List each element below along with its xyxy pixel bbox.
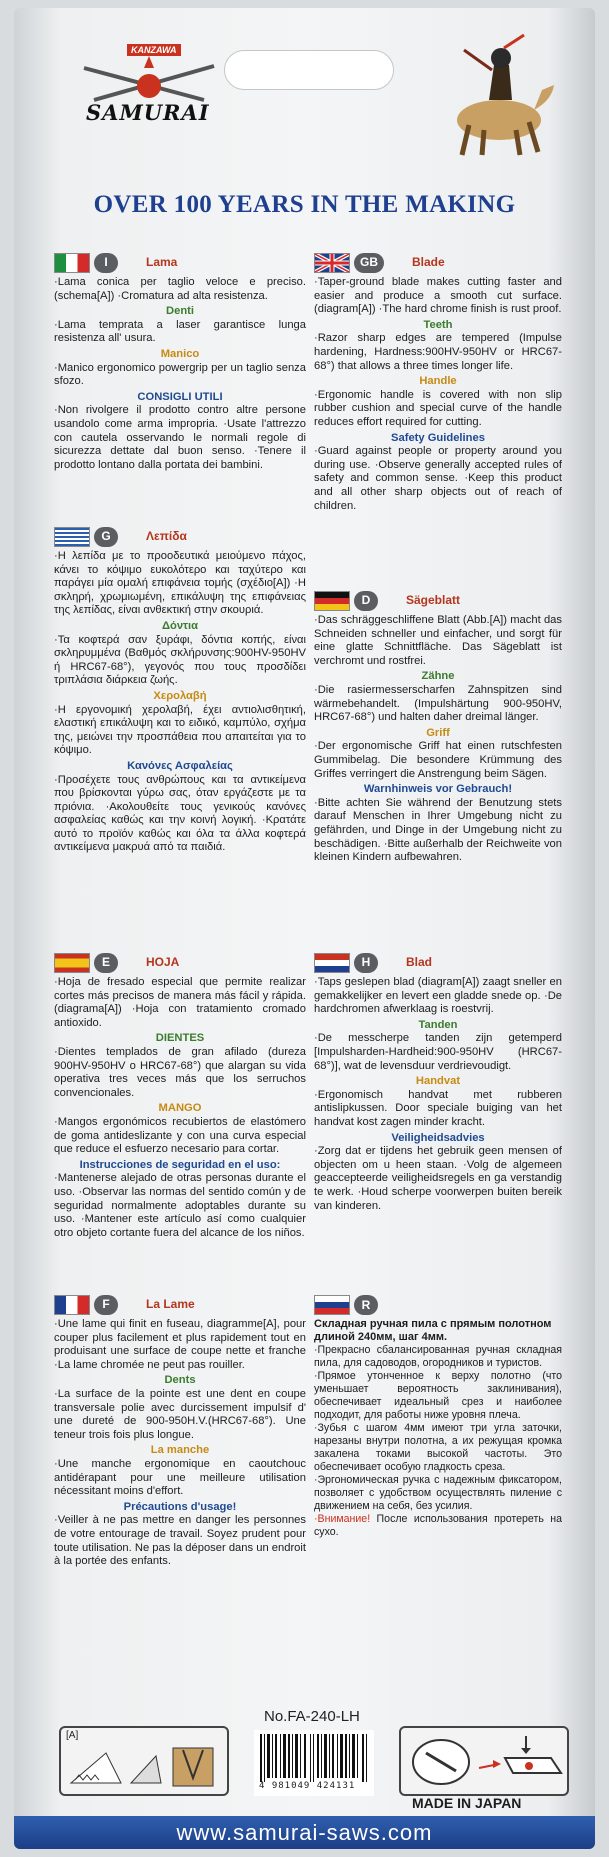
section-spanish xyxy=(54,952,306,1240)
section-text: ·Taper-ground blade makes cutting faster and easier and produce a smooth cut surface. (diagram[A]) ·The hard chrome finish is rust proof. xyxy=(314,276,562,316)
section-dutch xyxy=(314,952,562,1213)
section-text: ·Lama temprata a laser garantisce lunga resistenza all' usura. xyxy=(54,318,306,345)
subheading: Warnhinweis vor Gebrauch! xyxy=(363,783,513,796)
flag-uk-icon xyxy=(314,253,350,273)
subheading: Griff xyxy=(426,726,450,739)
subheading: La manche xyxy=(150,1444,210,1457)
hang-hole xyxy=(224,50,394,90)
flag-germany-icon xyxy=(314,591,350,611)
section-text: ·Ergonomisch handvat met rubberen antislipkussen. Door speciale buiging van het handvat kost zagen minder kracht. xyxy=(314,1088,562,1128)
section-english xyxy=(314,252,562,513)
language-badge: I xyxy=(94,253,118,273)
section-german xyxy=(314,590,562,865)
section-title: Складная ручная пила с прямым полотном длиной 240мм, шаг 4мм. xyxy=(314,1318,552,1343)
section-title: Lama xyxy=(146,255,178,270)
section-text: ·Mangos ergonómicos recubiertos de elastómero de goma antideslizante y con una curva especial que reduce el esfuerzo necesario para cortar. xyxy=(54,1115,306,1156)
flag-spain-icon xyxy=(54,953,90,973)
blade-diagram xyxy=(59,1726,229,1796)
subheading: Teeth xyxy=(423,318,453,331)
brand-tag: KANZAWA xyxy=(127,44,181,56)
section-text: ·Ergonomic handle is covered with non slip rubber cushion and special curve of the handle reduces effort required for cutting. xyxy=(314,388,562,428)
warning-text xyxy=(314,1513,562,1539)
section-text: ·Veiller à ne pas mettre en danger les personnes de votre entourage de travail. Soyez prudent pour toute utilisation. Ne pas la déposer dans un endroit à la portée des enfants. xyxy=(54,1514,306,1568)
section-italian xyxy=(54,252,306,472)
section-text: ·Manico ergonomico powergrip per un taglio senza sfozo. xyxy=(54,361,306,388)
subheading: Safety Guidelines xyxy=(391,431,485,444)
section-title: Blad xyxy=(406,955,433,970)
folding-saw-icon xyxy=(401,1728,567,1794)
section-text: ·Hoja de fresado especial que permite realizar cortes más precisos de manera más fácil y rápida. (diagrama[A]) ·Hoja con tratamiento cromado antioxido. xyxy=(54,976,306,1029)
section-title: HOJA xyxy=(146,955,180,970)
language-badge: GB xyxy=(354,253,384,273)
section-text: ·Эргономическая ручка с надежным фиксатором, позволяет с удобством осуществлять пиление с движением на себя, без усилия. xyxy=(314,1474,562,1512)
subheading: CONSIGLI UTILI xyxy=(137,390,223,403)
subheading: Handle xyxy=(419,375,457,388)
section-text: ·Η λεπίδα με το προοδευτικά μειούμενο πάχος, κάνει το κόψιμο ευκολότερο και ταχύτερο και παράγει μία ομαλή επιφάνεια τομής (σχέδιο[A]) ·Η σκληρή, χρωμιωμένη, επικάλυψη της επιφάνειας της λεπίδας, είναι ανθεκτική στην σκουριά. xyxy=(54,550,306,617)
section-greek xyxy=(54,526,306,855)
subheading: Veiligheidsadvies xyxy=(391,1131,485,1144)
blade-profile-icon xyxy=(61,1728,227,1794)
section-text: ·De messcherpe tanden zijn getemperd [Impulsharden-Hardheid:900-950HV (HRC67-68°)], wat de levensduur verdrievoudigt. xyxy=(314,1032,562,1072)
section-text: ·Τα κοφτερά σαν ξυράφι, δόντια κοπής, είναι σκληρυμμένα (Βαθμός σκλήρυνσης:900HV-950HV ή HRC67-68°), γεγονός που τους προσδίδει τριπλάσια διάρκεια ζωής. xyxy=(54,633,306,687)
section-text: ·Зубья с шагом 4мм имеют три угла заточки, нарезаны внутри полотна, а их режущая кромка закалена токами высокой частоты. Это обеспечивает особую гладкость среза. xyxy=(314,1422,562,1473)
section-text: ·Lama conica per taglio veloce e preciso. (schema[A]) ·Cromatura ad alta resistenza. xyxy=(54,276,306,302)
brand-name: SAMURAI xyxy=(86,100,210,125)
section-french xyxy=(54,1294,306,1569)
made-in-label: MADE IN JAPAN xyxy=(412,1795,522,1811)
section-text: ·Zorg dat er tijdens het gebruik geen mensen of objecten om u heen staan. ·Volg de algemeen geaccepteerde veiligheidsregels en ga verstandig te werk. ·Houd scherpe voorwerpen buiten bereik van kinderen. xyxy=(314,1145,562,1212)
section-text: ·Прекрасно сбалансированная ручная складная пила, для садоводов, огородников и туристов. xyxy=(314,1344,562,1369)
flag-france-icon xyxy=(54,1295,90,1315)
section-text: ·Das schräggeschliffene Blatt (Abb.[A]) macht das Schneiden schneller und einfacher, und sorgt für eine glatte Schnittfläche. Das Sägeblatt ist verchromt und rostfrei. xyxy=(314,614,562,667)
section-text: ·Taps geslepen blad (diagram[A]) zaagt sneller en gemakkelijker en levert een gladde snede op. ·De hardchromen afwerklaag is roestvrij. xyxy=(314,976,562,1016)
section-title: Sägeblatt xyxy=(406,593,461,608)
warning-label: ·Внимание! xyxy=(314,1513,371,1525)
section-russian xyxy=(314,1294,562,1539)
flag-italy-icon xyxy=(54,253,90,273)
section-text: ·Guard against people or property around you during use. ·Observe generally accepted rules of safety and common sense. ·Keep this product and all other sharp objects out of reach of children. xyxy=(314,445,562,512)
subheading: Instrucciones de seguridad en el uso: xyxy=(79,1158,281,1171)
subheading: Denti xyxy=(166,305,194,318)
folding-diagram xyxy=(399,1726,569,1796)
flag-russia-icon xyxy=(314,1295,350,1315)
subheading: Manico xyxy=(160,347,200,360)
section-text: ·Die rasiermesserscharfen Zahnspitzen sind wärmebehandelt. (Impulshärtung 900-950HV, HRC67-68°) und halten daher dreimal länger. xyxy=(314,683,562,724)
flag-netherlands-icon xyxy=(314,953,350,973)
website-url[interactable]: www.samurai-saws.com xyxy=(14,1816,595,1849)
section-text: ·Bitte achten Sie während der Benutzung stets darauf Menschen in Ihrer Umgebung nicht zu gefährden, und Dinge in der Umgebung nicht zu beschädigen. ·Bitte außerhalb der Reichweite von kleinen Kindern aufbewahren. xyxy=(314,796,562,864)
subheading: DIENTES xyxy=(155,1032,205,1045)
samurai-horseman-icon xyxy=(434,30,564,160)
section-title: La Lame xyxy=(146,1297,195,1312)
subheading: MANGO xyxy=(158,1102,202,1115)
language-badge: G xyxy=(94,527,118,547)
diagram-label: [A] xyxy=(66,1730,79,1741)
subheading: Tanden xyxy=(418,1018,458,1031)
section-text: ·Dientes templados de gran afilado (dureza 900HV-950HV o HRC67-68°) que alargan su vida operativa tres veces más que los serruchos convencionales. xyxy=(54,1045,306,1099)
language-badge: D xyxy=(354,591,378,611)
section-title: Λεπίδα xyxy=(146,529,187,544)
section-text: ·Razor sharp edges are tempered (Impulse hardening, Hardness:900HV-950HV or HRC67-68°) that allows a three times longer life. xyxy=(314,332,562,372)
barcode-number: 4 981049 424131 xyxy=(259,1781,356,1791)
section-text: ·Mantenerse alejado de otras personas durante el uso. ·Observar las normas del sentido común y de seguridad normalmente adoptables durante su uso. ·Mantener este artículo así como cualquier otro objeto cortante fuera del alcance de los niños. xyxy=(54,1172,306,1239)
subheading: Χερολαβή xyxy=(153,689,207,702)
section-title: Blade xyxy=(412,255,445,270)
section-text: ·Une manche ergonomique en caoutchouc antidérapant pour une meilleure utilisation nécessitant moins d'effort. xyxy=(54,1457,306,1498)
package-card xyxy=(14,8,595,1849)
language-badge: F xyxy=(94,1295,118,1315)
section-text: ·Une lame qui finit en fuseau, diagramme[A], pour couper plus facilement et plus rapidement tout en produisant une surface de coupe nette et franche ·La lame chromée ne peut pas rouiller. xyxy=(54,1318,306,1371)
subheading: Zähne xyxy=(421,670,455,683)
flag-greece-icon xyxy=(54,527,90,547)
headline: OVER 100 YEARS IN THE MAKING xyxy=(93,191,516,218)
language-badge: H xyxy=(354,953,378,973)
warning-body: После использования протереть на сухо. xyxy=(314,1513,562,1538)
subheading: Handvat xyxy=(415,1075,461,1088)
subheading: Précautions d'usage! xyxy=(123,1500,237,1513)
section-text: ·Der ergonomische Griff hat einen rutschfesten Gummibelag. Die besondere Krümmung des Griffes verringert die Anstrengung beim Sägen. xyxy=(314,740,562,780)
language-badge: E xyxy=(94,953,118,973)
subheading: Κανόνες Ασφαλείας xyxy=(127,759,233,772)
subheading: Δόντια xyxy=(161,619,199,632)
section-text: ·Non rivolgere il prodotto contro altre persone usandolo come arma impropria. ·Usate l'attrezzo con cautela osservando le normali regole di sicurezza dettate dal buon senso. ·Tenere il prodotto lontano dalla portata dei bambini. xyxy=(54,404,306,471)
section-text: ·Η εργονομική χερολαβή, έχει αντιολισθητική, ελαστική επικάλυψη και το ειδικό, καμπύλο, σχήμα της, μειώνει την προσπάθεια που απαιτείται για το κόψιμο. xyxy=(54,703,306,757)
section-text: ·Прямое утонченное к верху полотно (что уменьшает вероятность заклинивания), обеспечивает идеальный срез и наиболее подходит, для работы ниже уровня плеча. xyxy=(314,1370,562,1421)
section-text: ·Προσέχετε τους ανθρώπους και τα αντικείμενα που βρίσκονται γύρω σας, όταν εργάζεστε με τα πριόνια. ·Ακολουθείτε τους γενικούς κανόνες ασφαλείας καθώς και την κοινή λογική. ·Κρατάτε αυτό το προϊόν καθώς και όλα τα άλλα κοφτερά αντικείμενα μακρυά από τα παιδιά. xyxy=(54,773,306,854)
subheading: Dents xyxy=(164,1374,196,1387)
language-badge: R xyxy=(354,1295,378,1315)
model-number: No.FA-240-LH xyxy=(264,1708,360,1725)
section-text: ·La surface de la pointe est une dent en coupe transversale polie avec durcissement impulsif d' une dureté de 900-950H.V.(HRC67-68°). Une teneur trois fois plus longue. xyxy=(54,1387,306,1441)
